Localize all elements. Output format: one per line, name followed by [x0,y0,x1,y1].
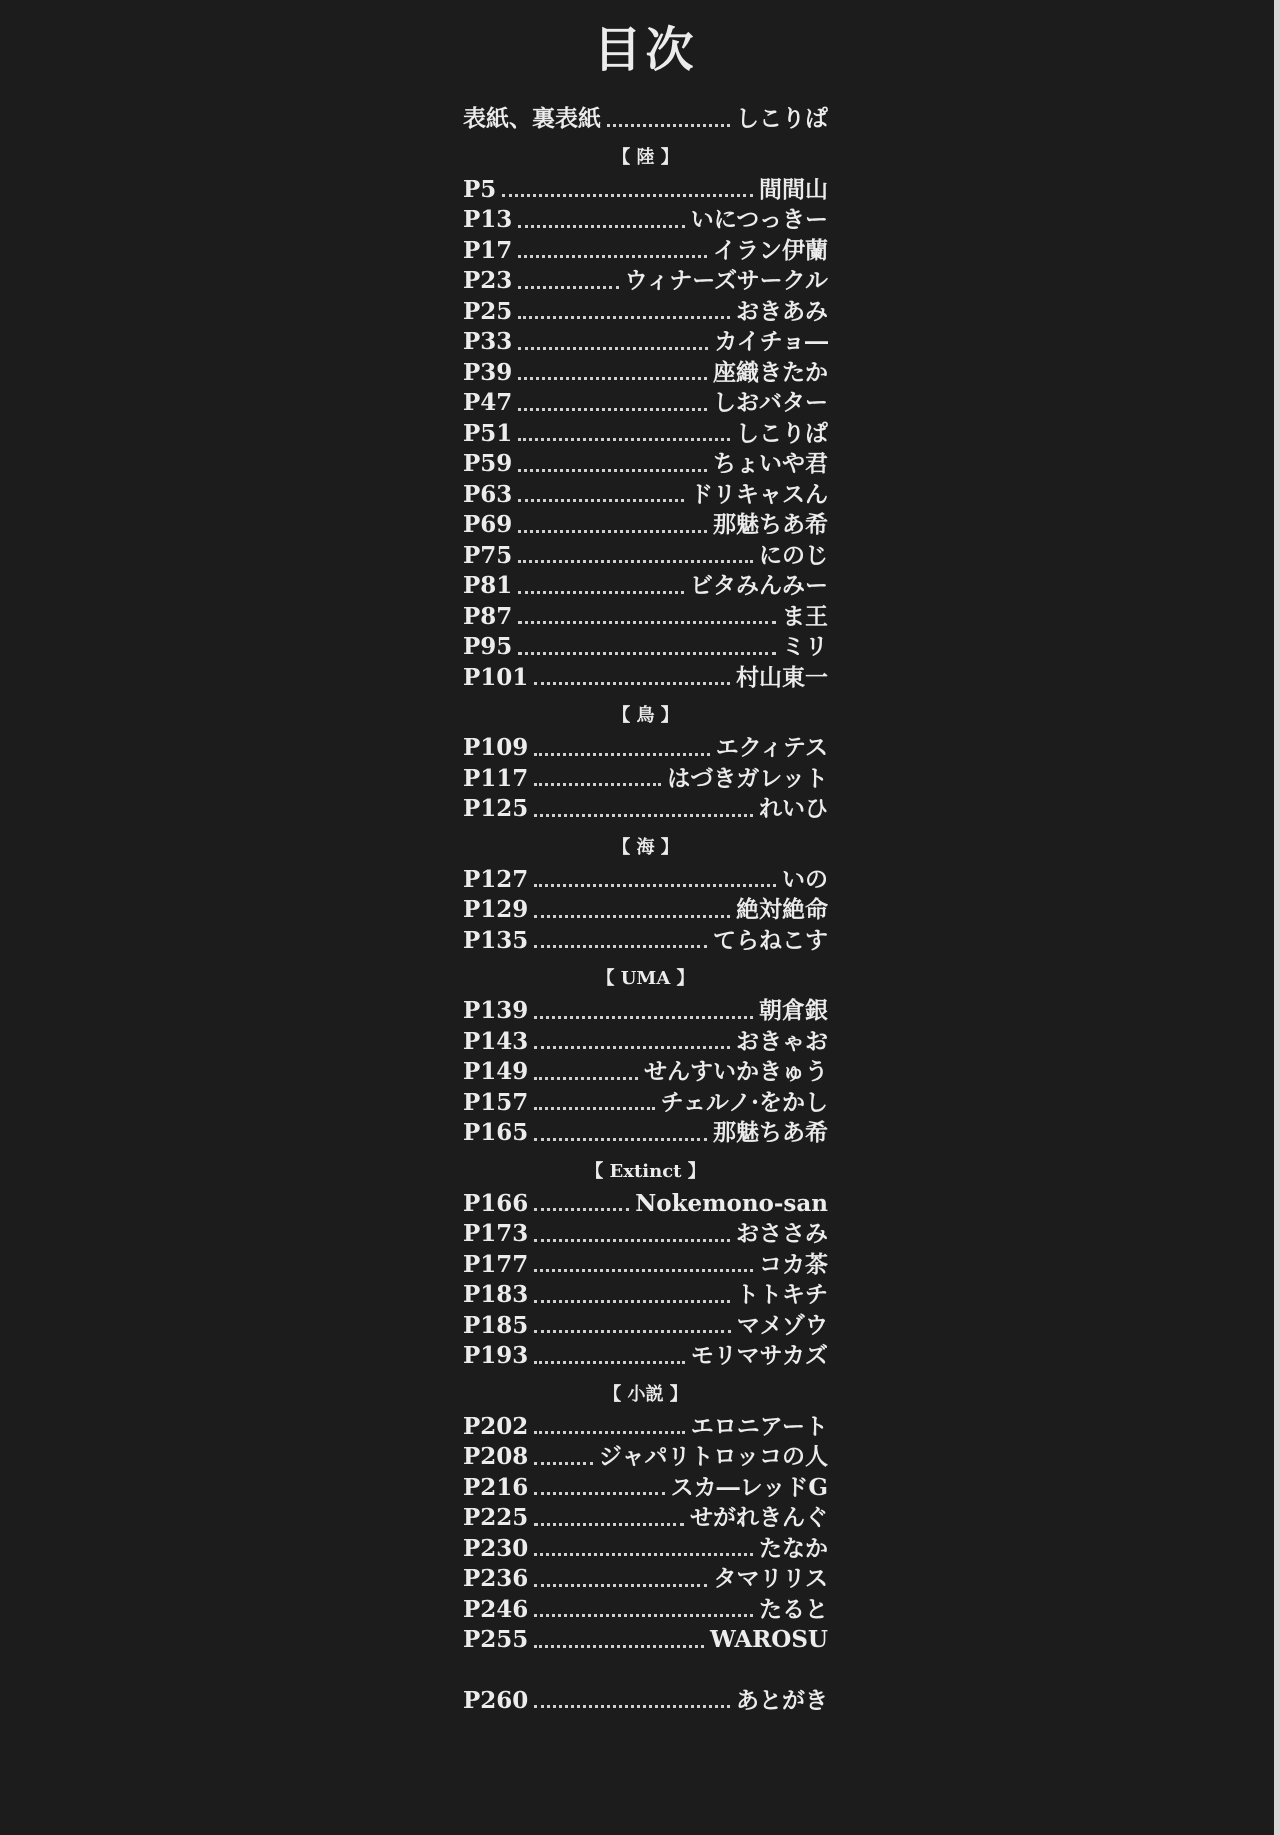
toc-page-number: P149 [463,1058,529,1085]
dot-leader [502,194,753,197]
dot-leader [518,621,776,624]
toc-author: しこりぱ [736,419,828,447]
toc-page-number: P117 [463,764,529,792]
dot-leader [534,884,776,887]
toc-entry [463,327,828,358]
toc-page-number: P63 [463,480,513,508]
toc-entry [463,996,828,1027]
toc-author: 朝倉銀 [759,997,828,1024]
toc-author: 座織きたか [713,358,828,386]
toc-page-number: P33 [463,328,513,355]
toc-author: ま王 [782,602,828,630]
toc-sections [463,141,828,1656]
section-heading: 【 UMA 】 [596,968,695,989]
dot-leader [534,1300,730,1303]
toc-entry [463,602,828,633]
toc-page-number: P165 [463,1119,529,1146]
toc-author: 那魅ちあ希 [713,1119,828,1146]
section-heading: 【 鳥 】 [612,705,679,726]
section-heading: 【 小説 】 [603,1383,688,1405]
dot-leader [518,652,776,655]
toc-page-number: P101 [463,663,529,691]
toc-author: カイチョ― [714,328,828,355]
toc-entry [463,1189,828,1220]
toc-author: イラン伊蘭 [713,236,828,264]
toc-author: いの [782,865,828,893]
toc-author: 那魅ちあ希 [713,511,828,538]
toc-entry [463,541,828,572]
toc-page-number: P47 [463,389,513,416]
dot-leader [534,1361,685,1364]
toc-author: しおバター [713,389,828,416]
toc-author: せんすいかきゅう [644,1058,828,1085]
dot-leader [534,1016,753,1019]
toc-author: おささみ [736,1220,828,1247]
dot-leader [518,591,684,594]
toc-author: 間間山 [759,175,828,203]
toc-entry [463,1564,828,1595]
dot-leader [518,255,707,258]
dot-leader [534,1330,730,1333]
toc-entry [463,1027,828,1058]
toc-author: ウィナーズサークル [624,267,828,294]
toc-author: コカ茶 [759,1250,828,1278]
dot-leader [518,499,684,502]
dot-leader [534,1239,730,1242]
toc-entry [463,1341,828,1372]
toc-author: ミリ [782,633,828,660]
page-title: 目次 [593,22,698,78]
dot-leader [534,814,753,817]
dot-leader [534,1523,684,1526]
toc-author: マメゾウ [736,1311,828,1339]
toc-page-number: P177 [463,1250,529,1278]
toc-page-number: P208 [463,1443,529,1470]
toc-author: てらねこす [713,926,828,954]
toc-author: たなか [759,1534,828,1562]
toc-entry [463,1250,828,1281]
toc-entry [463,388,828,419]
toc-page-number: P183 [463,1281,529,1308]
toc-page-number: P143 [463,1027,529,1055]
toc-author: タマリリス [713,1565,828,1592]
toc-page-number: P125 [463,795,529,822]
toc-entry [463,1595,828,1626]
toc-author: WAROSU [709,1626,828,1653]
toc-page-number: P135 [463,926,529,954]
toc-entry [463,571,828,602]
toc-author: Nokemono-san [635,1189,828,1217]
toc-author: トトキチ [736,1281,828,1308]
toc-page-number: P17 [463,236,513,264]
toc-page-number: P87 [463,602,513,630]
toc-entry [463,358,828,389]
toc-page-number: P157 [463,1088,529,1116]
toc-author: せがれきんぐ [690,1504,828,1531]
toc-page-number: P173 [463,1220,529,1247]
toc-author: いにつっきー [690,206,828,233]
toc-author: れいひ [759,795,828,822]
toc-page-number: P230 [463,1534,529,1562]
toc-entry [463,1625,828,1656]
toc-author: あとがき [736,1686,828,1714]
dot-leader [534,1584,707,1587]
toc-entry [463,297,828,328]
toc-page-number: P59 [463,450,513,477]
dot-leader [534,1462,593,1465]
dot-leader [534,1269,753,1272]
dot-leader [534,682,730,685]
toc-entry [463,175,828,206]
toc-page-number: P255 [463,1626,529,1653]
toc-entry [463,764,828,795]
toc-page-number: P246 [463,1595,529,1623]
toc-entry [463,663,828,694]
dot-leader [607,124,730,127]
spacer [463,1656,828,1686]
toc-page-number: P25 [463,297,513,325]
toc-page-number: P5 [463,175,497,203]
dot-leader [534,1553,753,1556]
dot-leader [534,915,730,918]
toc-entry [463,1118,828,1149]
toc-entry [463,926,828,957]
toc-author: エロニアート [690,1412,828,1440]
toc-page-number: P69 [463,511,513,538]
toc-entry-cover [463,104,828,135]
section-heading: 【 海 】 [612,836,679,858]
dot-leader [518,560,753,563]
dot-leader [518,408,707,411]
toc-entry [463,1219,828,1250]
toc-page-number: P95 [463,633,513,660]
toc-page-number: P225 [463,1504,529,1531]
toc-entry [463,1088,828,1119]
toc-entry [463,895,828,926]
toc-entry [463,1534,828,1565]
toc-entry [463,1503,828,1534]
dot-leader [534,1645,704,1648]
toc-page-number: P127 [463,865,529,893]
toc-entry [463,632,828,663]
toc-entry [463,449,828,480]
toc-page-number: P39 [463,358,513,386]
dot-leader [518,530,707,533]
toc-page-number: P185 [463,1311,529,1339]
toc-entry [463,205,828,236]
toc-entry [463,1280,828,1311]
toc-page-number: P166 [463,1189,529,1217]
toc-entry [463,1442,828,1473]
dot-leader [534,753,709,756]
toc-author: スカ―レッドG [670,1473,828,1501]
dot-leader [534,783,661,786]
toc-author: ちょいや君 [713,450,828,477]
toc-page-number: P23 [463,267,513,294]
dot-leader [518,469,707,472]
toc-entry [463,236,828,267]
toc-page-number: P51 [463,419,513,447]
dot-leader [534,1614,753,1617]
toc-author: にのじ [759,541,828,569]
toc-page-number: P193 [463,1342,529,1369]
dot-leader [534,1138,707,1141]
dot-leader [534,1208,629,1211]
toc-page-number: P75 [463,541,513,569]
dot-leader [534,1705,730,1708]
toc-author: おきゃお [736,1027,828,1055]
toc-entry [463,865,828,896]
dot-leader [518,316,730,319]
toc-author: ビタみんみー [690,572,828,599]
toc-page-number: P260 [463,1686,529,1714]
section-heading: 【 Extinct 】 [585,1160,706,1182]
dot-leader [518,377,707,380]
toc-entry [463,510,828,541]
toc-page-number: P109 [463,734,529,761]
dot-leader [518,347,708,350]
toc-author: しこりぱ [736,105,828,132]
toc-author: モリマサカズ [690,1342,828,1369]
section-heading: 【 陸 】 [612,146,679,168]
dot-leader [518,438,730,441]
toc-author: ジャパリトロッコの人 [598,1443,828,1470]
toc-author: たると [759,1595,828,1623]
dot-leader [518,286,618,289]
dot-leader [518,225,684,228]
toc-entry [463,1412,828,1443]
toc-page-number: P236 [463,1565,529,1592]
toc-page-number: P13 [463,206,513,233]
dot-leader [534,1492,664,1495]
page-edge [1274,0,1280,1835]
toc-page-label: 表紙、裏表紙 [463,105,601,132]
toc-entry [463,733,828,764]
toc-entry [463,419,828,450]
dot-leader [534,1431,684,1434]
toc-entry [463,1473,828,1504]
toc-author: はづきガレット [667,764,828,792]
toc-page-number: P129 [463,896,529,923]
dot-leader [534,1046,730,1049]
toc-page-number: P139 [463,997,529,1024]
toc-entry [463,480,828,511]
toc-author: エクィテス [715,734,828,761]
toc-entry-afterword [463,1686,828,1717]
toc-entry [463,1311,828,1342]
toc-author: 村山東一 [736,663,828,691]
toc-entry [463,266,828,297]
toc-page-number: P216 [463,1473,529,1501]
toc-author: 絶対絶命 [736,896,828,923]
toc-page-number: P81 [463,572,513,599]
table-of-contents [463,18,828,1716]
dot-leader [534,945,707,948]
toc-author: チェルノ·をかし [660,1088,828,1116]
toc-entry [463,794,828,825]
dot-leader [534,1077,638,1080]
toc-author: ドリキャスん [690,480,828,508]
toc-page-number: P202 [463,1412,529,1440]
dot-leader [534,1107,654,1110]
toc-author: おきあみ [736,297,828,325]
toc-entry [463,1057,828,1088]
